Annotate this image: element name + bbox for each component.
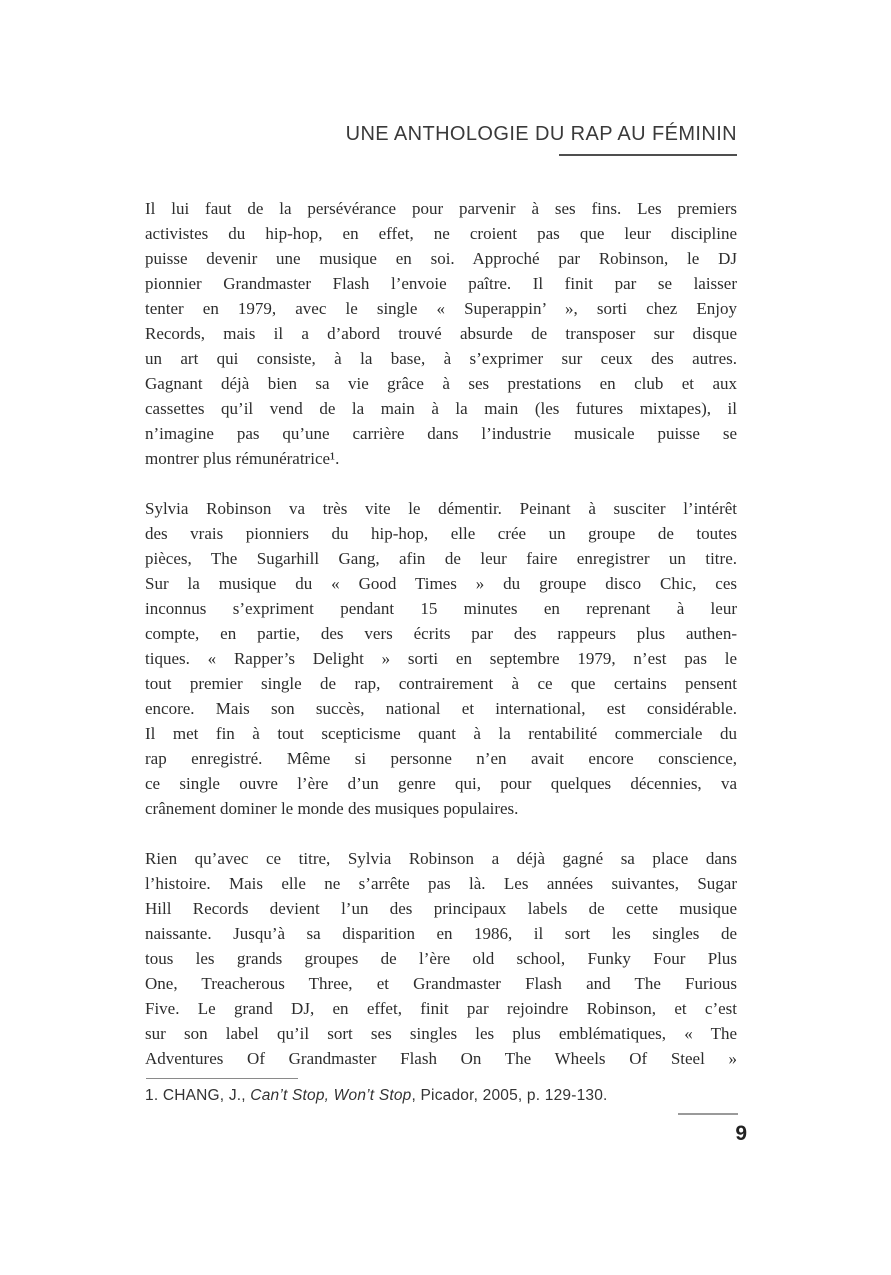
- text-line: inconnus s’expriment pendant 15 minutes en reprenant à leur: [145, 599, 737, 618]
- text-line: pièces, The Sugarhill Gang, afin de leur faire enregistrer un titre.: [145, 549, 737, 568]
- text-line: encore. Mais son succès, national et international, est considérable.: [145, 699, 737, 718]
- footnote-book-title: Can’t Stop, Won’t Stop: [250, 1087, 412, 1104]
- chapter-title: UNE ANTHOLOGIE DU RAP AU FÉMININ: [345, 123, 737, 145]
- text-line: montrer plus rémunératrice¹.: [145, 449, 340, 468]
- text-line: des vrais pionniers du hip-hop, elle crée un groupe de toutes: [145, 524, 737, 543]
- text-block: [145, 196, 737, 1071]
- text-line: n’imagine pas qu’une carrière dans l’industrie musicale puisse se: [145, 424, 737, 443]
- text-line: un art qui consiste, à la base, à s’exprimer sur ceux des autres.: [145, 349, 737, 368]
- text-line: tous les grands groupes de l’ère old school, Funky Four Plus: [145, 949, 737, 968]
- text-line: tout premier single de rap, contrairement à ce que certains pensent: [145, 674, 737, 693]
- text-line: pionnier Grandmaster Flash l’envoie paître. Il finit par se laisser: [145, 274, 737, 293]
- text-line: Il met fin à tout scepticisme quant à la rentabilité commerciale du: [145, 724, 737, 743]
- header-rule: [559, 154, 737, 156]
- text-line: ce single ouvre l’ère d’un genre qui, pour quelques décennies, va: [145, 774, 737, 793]
- text-line: tenter en 1979, avec le single « Superappin’ », sorti chez Enjoy: [145, 299, 737, 318]
- text-line: activistes du hip-hop, en effet, ne croient pas que leur discipline: [145, 224, 737, 243]
- footnote-rule: [146, 1078, 298, 1079]
- text-line: Records, mais il a d’abord trouvé absurde de transposer sur disque: [145, 324, 737, 343]
- text-line: l’histoire. Mais elle ne s’arrête pas là. Les années suivantes, Sugar: [145, 874, 737, 893]
- paragraph: [145, 846, 737, 1071]
- text-line: Sur la musique du « Good Times » du groupe disco Chic, ces: [145, 574, 737, 593]
- text-line: compte, en partie, des vers écrits par des rappeurs plus authen-: [145, 624, 737, 643]
- text-line: Adventures Of Grandmaster Flash On The Wheels Of Steel »: [145, 1049, 737, 1068]
- page-number-rule: [678, 1113, 738, 1115]
- running-header: [145, 123, 737, 156]
- footnote-citation-post: , Picador, 2005, p. 129-130.: [411, 1087, 608, 1104]
- text-line: Five. Le grand DJ, en effet, finit par rejoindre Robinson, et c’est: [145, 999, 737, 1018]
- text-line: tiques. « Rapper’s Delight » sorti en septembre 1979, n’est pas le: [145, 649, 737, 668]
- text-line: Gagnant déjà bien sa vie grâce à ses prestations en club et aux: [145, 374, 737, 393]
- text-line: puisse devenir une musique en soi. Approché par Robinson, le DJ: [145, 249, 737, 268]
- paragraph: [145, 496, 737, 821]
- paragraph: [145, 196, 737, 471]
- text-line: sur son label qu’il sort ses singles les plus emblématiques, « The: [145, 1024, 737, 1043]
- text-line: One, Treacherous Three, et Grandmaster Flash and The Furious: [145, 974, 737, 993]
- footnote: [145, 1087, 745, 1105]
- text-line: rap enregistré. Même si personne n’en avait encore conscience,: [145, 749, 737, 768]
- text-line: crânement dominer le monde des musiques populaires.: [145, 799, 519, 818]
- text-line: Rien qu’avec ce titre, Sylvia Robinson a déjà gagné sa place dans: [145, 849, 737, 868]
- footnote-citation-pre: 1. CHANG, J.,: [145, 1087, 251, 1104]
- text-line: Sylvia Robinson va très vite le démentir. Peinant à susciter l’intérêt: [145, 499, 737, 518]
- page-number: 9: [735, 1122, 747, 1145]
- text-line: Hill Records devient l’un des principaux labels de cette musique: [145, 899, 737, 918]
- text-line: Il lui faut de la persévérance pour parvenir à ses fins. Les premiers: [145, 199, 737, 218]
- text-line: naissante. Jusqu’à sa disparition en 1986, il sort les singles de: [145, 924, 737, 943]
- text-line: cassettes qu’il vend de la main à la main (les futures mixtapes), il: [145, 399, 737, 418]
